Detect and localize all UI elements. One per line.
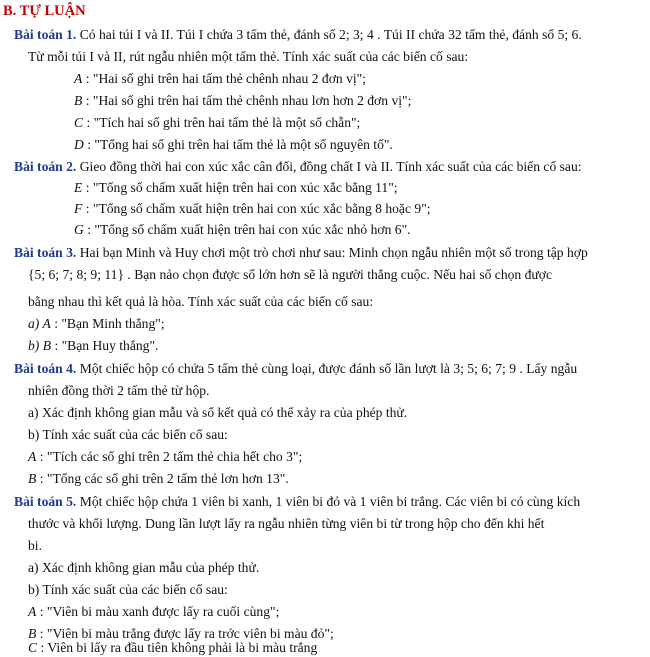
problem-text: Gieo đồng thời hai con xúc xắc cân đối, đồng chất I và II. Tính xác suất của các biến cố sau:	[79, 159, 582, 174]
problem-3-line-1	[14, 245, 588, 261]
problem-4-line-2: nhiên đồng thời 2 tấm thẻ từ hộp.	[28, 383, 210, 398]
event-symbol: A	[28, 449, 37, 464]
problem-title: Bài toán 5.	[14, 494, 77, 509]
event-text: : "Tích các số ghi trên 2 tấm thẻ chia hết cho 3";	[39, 449, 303, 464]
event-symbol: G	[74, 222, 84, 237]
section-title: B. TỰ LUẬN	[3, 3, 86, 19]
event-symbol: B	[74, 93, 83, 108]
event-item	[74, 137, 393, 153]
problem-5-line-3: bi.	[28, 538, 42, 553]
event-item	[28, 449, 302, 465]
event-symbol: b) B	[28, 338, 52, 353]
event-symbol: a) A	[28, 316, 51, 331]
problem-5-line-4: a) Xác định không gian mẫu của phép thử.	[28, 560, 260, 575]
problem-3-line-2: {5; 6; 7; 8; 9; 11} . Bạn nảo chọn được số lớn hơn sẽ là người thắng cuộc. Nếu hai số chọn được	[28, 267, 553, 282]
event-text: : "Viên bi màu trắng được lấy ra trớc viên bi màu đỏ";	[39, 626, 334, 641]
event-item	[28, 640, 317, 656]
event-text: : "Hai số ghi trên hai tấm thẻ chênh nhau 2 đơn vị";	[85, 71, 367, 86]
event-item	[74, 180, 398, 196]
problem-title: Bài toán 3.	[14, 245, 77, 260]
event-symbol: F	[74, 201, 83, 216]
event-item	[28, 316, 165, 332]
event-symbol: B	[28, 471, 37, 486]
event-symbol: D	[74, 137, 84, 152]
event-item	[74, 222, 411, 238]
problem-4-line-3: a) Xác định không gian mẫu và số kết quả có thể xảy ra của phép thử.	[28, 405, 408, 420]
event-text: : "Bạn Minh thắng";	[54, 316, 165, 331]
event-item	[28, 471, 289, 487]
problem-1-line-2: Từ mỗi túi I và II, rút ngẫu nhiên một tấm thẻ. Tính xác suất của các biến cố sau:	[28, 49, 469, 64]
event-symbol: E	[74, 180, 83, 195]
event-text: : "Tổng số chấm xuất hiện trên hai con xúc xắc bằng 8 hoặc 9";	[85, 201, 431, 216]
event-text: : Viên bi lấy ra đầu tiên không phải là bi màu trắng	[40, 640, 318, 655]
event-item	[74, 115, 360, 131]
event-symbol: A	[74, 71, 83, 86]
problem-text: Có hai túi I và II. Túi I chứa 3 tấm thẻ, đánh số 2; 3; 4 . Túi II chứa 32 tấm thẻ, đánh số 5; 6.	[79, 27, 582, 42]
event-text: : "Viên bi màu xanh được lấy ra cuối cùng";	[39, 604, 280, 619]
problem-5-line-1	[14, 494, 580, 510]
problem-5-line-2: thước và khối lượng. Dung lần lượt lấy ra ngẫu nhiên từng viên bi từ trong hộp cho đến khi hết	[28, 516, 545, 531]
event-text: : "Tổng số chấm xuất hiện trên hai con xúc xắc bằng 11";	[85, 180, 398, 195]
problem-title: Bài toán 1.	[14, 27, 77, 42]
problem-5-line-5: b) Tính xác suất của các biến cố sau:	[28, 582, 228, 597]
event-text: : "Tổng hai số ghi trên hai tấm thẻ là một số nguyên tố".	[87, 137, 393, 152]
event-text: : "Bạn Huy thắng".	[54, 338, 159, 353]
event-symbol: C	[74, 115, 84, 130]
problem-1-line-1	[14, 27, 582, 43]
event-item	[74, 71, 366, 87]
problem-text: Một chiếc hộp chứa 1 viên bi xanh, 1 viên bi đỏ và 1 viên bi trắng. Các viên bi có cùng kích	[79, 494, 581, 509]
event-item	[28, 604, 279, 620]
event-item	[28, 338, 158, 354]
event-item	[74, 201, 431, 217]
problem-4-line-4: b) Tính xác suất của các biến cố sau:	[28, 427, 228, 442]
event-text: : "Hai số ghi trên hai tấm thẻ chênh nhau lơn hơn 2 đơn vị";	[85, 93, 412, 108]
problem-title: Bài toán 4.	[14, 361, 77, 376]
problem-text: Hai bạn Minh và Huy chơi một trò chơi như sau: Minh chọn ngẫu nhiên một số trong tập hợp	[79, 245, 588, 260]
problem-4-line-1	[14, 361, 577, 377]
problem-title: Bài toán 2.	[14, 159, 77, 174]
event-item	[74, 93, 411, 109]
event-text: : "Tích hai số ghi trên hai tấm thẻ là một số chẵn";	[86, 115, 361, 130]
problem-2-line-1	[14, 159, 582, 175]
event-text: : "Tổng các số ghi trên 2 tấm thẻ lơn hơn 13".	[39, 471, 289, 486]
event-symbol: C	[28, 640, 38, 655]
problem-3-line-3: bằng nhau thì kết quả là hòa. Tính xác suất của các biến cố sau:	[28, 294, 374, 309]
event-text: : "Tổng số chấm xuất hiện trên hai con xúc xắc nhỏ hơn 6".	[87, 222, 411, 237]
problem-text: Một chiếc hộp có chứa 5 tấm thẻ cùng loại, được đánh số lần lượt là 3; 5; 6; 7; 9 . Lấy ngẫu	[79, 361, 578, 376]
event-symbol: B	[28, 626, 37, 641]
event-symbol: A	[28, 604, 37, 619]
